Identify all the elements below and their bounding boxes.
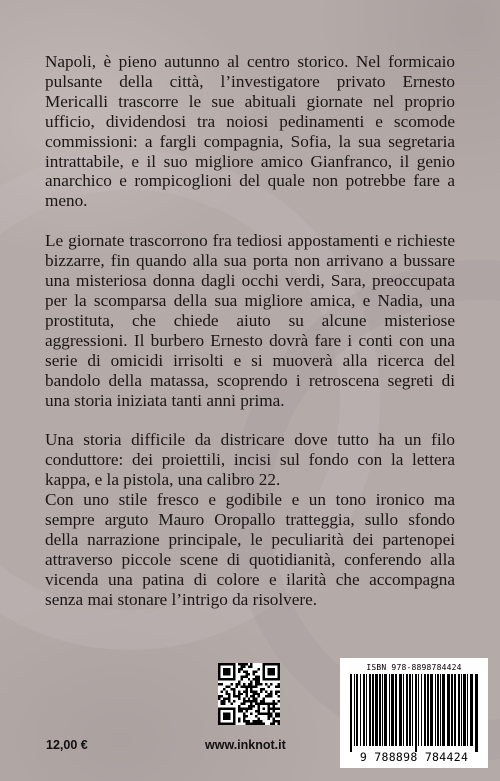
qr-module bbox=[255, 723, 257, 725]
qr-module bbox=[270, 715, 272, 717]
qr-module bbox=[273, 720, 275, 722]
barcode-bar bbox=[430, 674, 433, 746]
isbn-barcode bbox=[340, 658, 488, 768]
qr-module bbox=[278, 720, 280, 722]
qr-module bbox=[275, 720, 277, 722]
qr-module bbox=[225, 685, 227, 687]
qr-module bbox=[273, 710, 275, 712]
qr-module bbox=[263, 700, 265, 702]
qr-module bbox=[255, 670, 257, 672]
qr-module bbox=[275, 715, 277, 717]
qr-module bbox=[240, 693, 242, 695]
qr-module bbox=[243, 690, 245, 692]
barcode-bar bbox=[421, 674, 422, 746]
qr-module bbox=[230, 688, 232, 690]
barcode-bar bbox=[451, 674, 453, 746]
qr-module bbox=[240, 685, 242, 687]
qr-module bbox=[248, 720, 250, 722]
qr-module bbox=[265, 695, 267, 697]
barcode-bar bbox=[412, 674, 413, 746]
qr-code-graphic bbox=[218, 663, 280, 725]
qr-module bbox=[245, 675, 247, 677]
barcode-bar bbox=[403, 674, 404, 746]
qr-module bbox=[228, 695, 230, 697]
qr-module bbox=[275, 708, 277, 710]
qr-module bbox=[253, 693, 255, 695]
barcode-bar bbox=[369, 674, 371, 746]
qr-module bbox=[238, 663, 240, 665]
qr-module bbox=[258, 668, 260, 670]
qr-module bbox=[250, 705, 252, 707]
qr-module bbox=[263, 723, 265, 725]
qr-module bbox=[255, 675, 257, 677]
qr-module bbox=[240, 678, 242, 680]
barcode-bar bbox=[467, 674, 468, 746]
barcode-bar bbox=[372, 674, 374, 746]
qr-module bbox=[253, 678, 255, 680]
qr-module bbox=[250, 708, 252, 710]
qr-module bbox=[233, 700, 235, 702]
qr-module bbox=[228, 685, 230, 687]
qr-module bbox=[243, 720, 245, 722]
qr-module bbox=[268, 685, 270, 687]
qr-module bbox=[258, 720, 260, 722]
publisher-website: www.inknot.it bbox=[205, 738, 286, 752]
qr-module bbox=[243, 665, 245, 667]
qr-module bbox=[255, 700, 257, 702]
qr-module bbox=[265, 690, 267, 692]
qr-module bbox=[260, 690, 262, 692]
qr-module bbox=[238, 705, 240, 707]
qr-module bbox=[248, 723, 250, 725]
barcode-bar bbox=[415, 674, 417, 752]
qr-module bbox=[278, 713, 280, 715]
qr-module bbox=[248, 678, 250, 680]
qr-module bbox=[233, 688, 235, 690]
qr-module bbox=[250, 683, 252, 685]
qr-module bbox=[238, 720, 240, 722]
qr-module bbox=[263, 688, 265, 690]
qr-module bbox=[260, 720, 262, 722]
qr-module bbox=[275, 685, 277, 687]
qr-module bbox=[278, 715, 280, 717]
qr-module bbox=[278, 683, 280, 685]
barcode-bar bbox=[406, 674, 408, 746]
qr-code-icon bbox=[218, 663, 280, 725]
qr-module bbox=[248, 708, 250, 710]
barcode-bar bbox=[435, 674, 436, 746]
blurb-paragraph-4: Con uno stile fresco e godibile e un tono ironico ma sempre arguto Mauro Oropallo tratteggia, sullo sfondo della narrazione principale, le peculiarità dei partenopei attraverso piccole scene di quotidianità, conferendo alla vicenda una patina di colore e ilarità che accompagna senza mai stonare l’intrigo da risolvere. bbox=[45, 490, 455, 609]
barcode-bar bbox=[360, 674, 361, 746]
qr-module bbox=[250, 703, 252, 705]
qr-module bbox=[238, 693, 240, 695]
qr-module bbox=[263, 698, 265, 700]
qr-module bbox=[258, 678, 260, 680]
qr-module bbox=[223, 700, 225, 702]
qr-module bbox=[235, 695, 237, 697]
qr-module bbox=[250, 723, 252, 725]
qr-module bbox=[243, 683, 245, 685]
qr-module bbox=[248, 700, 250, 702]
qr-module bbox=[268, 693, 270, 695]
qr-module bbox=[248, 705, 250, 707]
qr-module bbox=[240, 668, 242, 670]
barcode-bar bbox=[375, 674, 378, 746]
barcode-bar bbox=[399, 674, 402, 746]
qr-module bbox=[245, 700, 247, 702]
qr-module bbox=[273, 708, 275, 710]
barcode-bar bbox=[389, 674, 390, 746]
qr-module bbox=[258, 680, 260, 682]
qr-module bbox=[240, 703, 242, 705]
qr-module bbox=[253, 685, 255, 687]
qr-module bbox=[258, 695, 260, 697]
qr-module bbox=[273, 723, 275, 725]
qr-module bbox=[223, 668, 230, 675]
qr-module bbox=[243, 718, 245, 720]
qr-module bbox=[245, 708, 247, 710]
qr-module bbox=[228, 700, 230, 702]
qr-module bbox=[243, 703, 245, 705]
barcode-bar bbox=[447, 674, 450, 746]
barcode-bar bbox=[437, 674, 439, 746]
qr-module bbox=[243, 713, 245, 715]
qr-module bbox=[250, 713, 252, 715]
barcode-bar bbox=[442, 674, 445, 746]
qr-module bbox=[245, 723, 247, 725]
qr-module bbox=[240, 708, 242, 710]
qr-module bbox=[258, 675, 260, 677]
qr-module bbox=[273, 718, 275, 720]
isbn-label: ISBN 978-8898784424 bbox=[366, 663, 462, 672]
qr-module bbox=[245, 673, 247, 675]
qr-module bbox=[263, 708, 265, 710]
qr-module bbox=[228, 698, 230, 700]
qr-module bbox=[255, 698, 257, 700]
qr-module bbox=[220, 700, 222, 702]
barcode-bar bbox=[382, 674, 383, 746]
qr-module bbox=[220, 690, 222, 692]
qr-module bbox=[258, 723, 260, 725]
qr-module bbox=[268, 718, 270, 720]
barcode-bar bbox=[458, 674, 460, 746]
qr-module bbox=[243, 663, 245, 665]
qr-module bbox=[255, 710, 257, 712]
qr-module bbox=[270, 693, 272, 695]
qr-module bbox=[225, 690, 227, 692]
price: 12,00 € bbox=[46, 738, 88, 752]
qr-module bbox=[243, 715, 245, 717]
barcode-bar bbox=[470, 674, 473, 746]
qr-module bbox=[245, 710, 247, 712]
barcode-bar bbox=[366, 674, 367, 746]
qr-module bbox=[238, 698, 240, 700]
barcode-digits: 9 788898 784424 bbox=[359, 750, 469, 764]
qr-module bbox=[240, 665, 242, 667]
qr-module bbox=[253, 723, 255, 725]
qr-module bbox=[245, 685, 247, 687]
qr-module bbox=[225, 698, 227, 700]
qr-module bbox=[223, 703, 225, 705]
qr-module bbox=[253, 705, 255, 707]
qr-module bbox=[218, 695, 220, 697]
qr-module bbox=[245, 695, 247, 697]
barcode-bar bbox=[409, 674, 411, 746]
qr-module bbox=[225, 693, 227, 695]
qr-module bbox=[250, 663, 252, 665]
qr-module bbox=[253, 690, 255, 692]
qr-module bbox=[250, 665, 252, 667]
qr-module bbox=[255, 678, 257, 680]
qr-module bbox=[245, 720, 247, 722]
qr-module bbox=[260, 700, 262, 702]
qr-module bbox=[233, 695, 235, 697]
qr-module bbox=[220, 695, 222, 697]
qr-module bbox=[248, 665, 250, 667]
barcode-bar bbox=[391, 674, 394, 746]
barcode-bar bbox=[354, 674, 355, 746]
qr-module bbox=[248, 685, 250, 687]
qr-module bbox=[270, 703, 272, 705]
barcode-bar bbox=[454, 674, 456, 746]
barcode-bar bbox=[427, 674, 429, 746]
qr-module bbox=[253, 720, 255, 722]
qr-module bbox=[220, 703, 222, 705]
barcode-bar bbox=[350, 674, 352, 752]
qr-module bbox=[278, 708, 280, 710]
qr-module bbox=[218, 683, 220, 685]
qr-module bbox=[255, 680, 257, 682]
qr-module bbox=[250, 680, 252, 682]
qr-module bbox=[270, 695, 272, 697]
barcode-bar bbox=[356, 674, 358, 746]
qr-module bbox=[255, 720, 257, 722]
qr-module bbox=[238, 695, 240, 697]
qr-module bbox=[245, 663, 247, 665]
qr-module bbox=[273, 703, 275, 705]
qr-module bbox=[248, 673, 250, 675]
qr-module bbox=[275, 693, 277, 695]
qr-module bbox=[275, 713, 277, 715]
qr-module bbox=[268, 695, 270, 697]
qr-module bbox=[268, 715, 270, 717]
qr-module bbox=[278, 700, 280, 702]
qr-module bbox=[260, 723, 262, 725]
qr-module bbox=[273, 700, 275, 702]
qr-module bbox=[278, 690, 280, 692]
qr-module bbox=[250, 700, 252, 702]
qr-module bbox=[260, 688, 262, 690]
qr-module bbox=[243, 698, 245, 700]
barcode-bar bbox=[463, 674, 466, 746]
qr-module bbox=[258, 683, 260, 685]
qr-module bbox=[223, 713, 230, 720]
qr-module bbox=[270, 683, 272, 685]
qr-module bbox=[268, 668, 275, 675]
qr-module bbox=[223, 688, 225, 690]
barcode-bar bbox=[424, 674, 426, 746]
blurb-paragraph-3: Una storia difficile da districare dove tutto ha un filo conduttore: dei proiettili, incisi sul fondo con la lettera kappa, e la pistola, una calibro 22. bbox=[45, 430, 455, 490]
qr-module bbox=[255, 715, 257, 717]
qr-module bbox=[255, 703, 257, 705]
qr-module bbox=[220, 683, 222, 685]
blurb-paragraph-1: Napoli, è pieno autunno al centro storico. Nel formicaio pulsante della città, l’investigatore privato Ernesto Mericalli trascorre le sue abituali giornate nel proprio ufficio, dividendosi tra noiosi pedinamenti e scomode commissioni: a fargli compagnia, Sofia, la sua segretaria intrattabile, e il suo migliore amico Gianfranco, il genio anarchico e rompicoglioni del quale non potrebbe fare a meno. bbox=[45, 52, 455, 211]
qr-module bbox=[245, 670, 247, 672]
qr-module bbox=[235, 683, 237, 685]
qr-module bbox=[233, 693, 235, 695]
barcode-bar bbox=[418, 674, 419, 746]
qr-module bbox=[230, 703, 232, 705]
barcode-bar bbox=[379, 674, 381, 746]
qr-module bbox=[238, 718, 240, 720]
qr-module bbox=[243, 708, 245, 710]
barcode-bar bbox=[363, 674, 365, 746]
qr-module bbox=[230, 683, 232, 685]
barcode-bars bbox=[346, 674, 482, 752]
qr-module bbox=[265, 683, 267, 685]
qr-module bbox=[243, 700, 245, 702]
qr-module bbox=[238, 668, 240, 670]
qr-module bbox=[238, 670, 240, 672]
qr-module bbox=[240, 663, 242, 665]
qr-module bbox=[238, 690, 240, 692]
qr-module bbox=[255, 685, 257, 687]
qr-module bbox=[233, 690, 235, 692]
qr-module bbox=[255, 690, 257, 692]
barcode-bar bbox=[461, 674, 462, 746]
qr-module bbox=[258, 693, 260, 695]
qr-module bbox=[270, 713, 272, 715]
qr-module bbox=[258, 718, 260, 720]
barcode-bar bbox=[384, 674, 387, 746]
qr-module bbox=[270, 723, 272, 725]
qr-module bbox=[270, 690, 272, 692]
qr-module bbox=[273, 705, 275, 707]
qr-module bbox=[235, 685, 237, 687]
qr-module bbox=[238, 708, 240, 710]
qr-module bbox=[250, 690, 252, 692]
qr-module bbox=[253, 700, 255, 702]
qr-module bbox=[245, 688, 247, 690]
qr-module bbox=[238, 680, 240, 682]
qr-module bbox=[253, 670, 255, 672]
qr-module bbox=[245, 690, 247, 692]
qr-module bbox=[243, 685, 245, 687]
qr-module bbox=[253, 673, 255, 675]
qr-module bbox=[250, 695, 252, 697]
qr-module bbox=[248, 683, 250, 685]
qr-module bbox=[275, 703, 277, 705]
qr-module bbox=[278, 685, 280, 687]
qr-module bbox=[255, 693, 257, 695]
qr-module bbox=[255, 683, 257, 685]
qr-module bbox=[243, 670, 245, 672]
barcode-bar bbox=[440, 674, 441, 746]
qr-module bbox=[240, 710, 242, 712]
qr-module bbox=[218, 698, 220, 700]
qr-module bbox=[240, 675, 242, 677]
barcode-bar bbox=[395, 674, 397, 746]
qr-module bbox=[245, 715, 247, 717]
qr-module bbox=[228, 693, 230, 695]
qr-module bbox=[250, 688, 252, 690]
barcode-bar bbox=[475, 674, 478, 752]
qr-module bbox=[253, 698, 255, 700]
qr-module bbox=[248, 698, 250, 700]
qr-module bbox=[270, 708, 272, 710]
qr-module bbox=[238, 710, 240, 712]
qr-module bbox=[238, 683, 240, 685]
blurb-paragraph-2: Le giornate trascorrono fra tediosi appostamenti e richieste bizzarre, fin quando alla sua porta non arrivano a bussare una misteriosa donna dagli occhi verdi, Sara, preoccupata per la scomparsa della sua migliore amica, e Nadia, una prostituta, che chiede aiuto su alcune misteriose aggressioni. Il burbero Ernesto dovrà fare i conti con una serie di omicidi irrisolti e si muoverà alla ricerca del bandolo della matassa, scoprendo i retroscena segreti di una storia iniziata tanti anni prima. bbox=[45, 231, 455, 410]
qr-module bbox=[250, 685, 252, 687]
qr-module bbox=[253, 695, 255, 697]
qr-module bbox=[278, 695, 280, 697]
qr-module bbox=[275, 690, 277, 692]
qr-module bbox=[245, 693, 247, 695]
qr-module bbox=[223, 698, 225, 700]
qr-module bbox=[260, 683, 262, 685]
back-cover-blurb bbox=[45, 52, 455, 610]
qr-module bbox=[278, 723, 280, 725]
qr-module bbox=[243, 675, 245, 677]
